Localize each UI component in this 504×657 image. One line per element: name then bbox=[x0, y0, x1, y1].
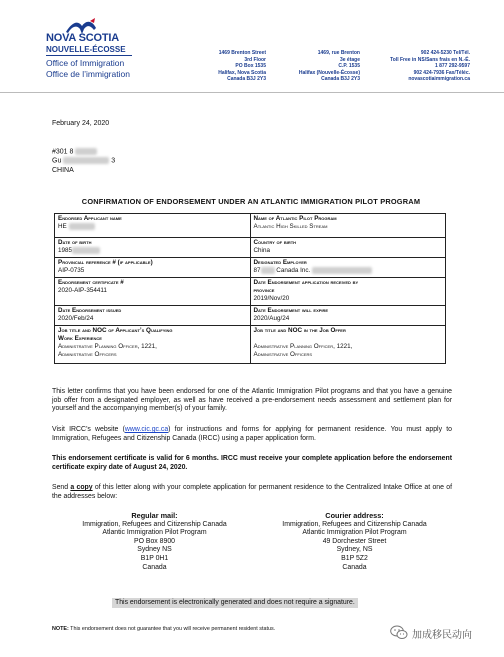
cell-value: Administrative Planning Officer, 1221, bbox=[58, 343, 157, 350]
footnote bbox=[52, 626, 275, 632]
contact-line: 902 424-5230 Tel/Tél. bbox=[420, 50, 470, 56]
cell-value: Atlantic High Skilled Stream bbox=[253, 223, 328, 230]
province-name-fr: NOUVELLE-ÉCOSSE bbox=[46, 45, 126, 54]
addressee-line-1 bbox=[52, 148, 97, 157]
applicant-name: HE bbox=[58, 223, 67, 231]
table-cell bbox=[250, 278, 446, 306]
wechat-icon bbox=[390, 625, 408, 640]
address-fr bbox=[285, 50, 360, 83]
table-cell bbox=[55, 258, 251, 278]
address-en bbox=[196, 50, 266, 83]
addressee-country: CHINA bbox=[52, 167, 74, 174]
contact-line: 902 424-7936 Fax/Téléc. bbox=[413, 69, 470, 76]
table-cell bbox=[55, 326, 251, 364]
cell-value bbox=[254, 267, 443, 275]
cell-label: Date Endorsement will expire bbox=[253, 307, 329, 314]
cell-value: 2020-AIP-354411 bbox=[58, 287, 107, 294]
address-line: 1469, rue Brenton bbox=[317, 50, 360, 56]
cell-label: Endorsement certificate # bbox=[58, 279, 124, 286]
cell-value: China bbox=[253, 247, 270, 254]
contact-line: Toll Free in NS/Sans frais en N.-É. bbox=[390, 56, 470, 63]
address-line: Immigration, Refugees and Citizenship Canada bbox=[282, 520, 427, 528]
office-name-en: Office of Immigration bbox=[46, 58, 125, 68]
redacted-block bbox=[75, 148, 97, 155]
cell-value: Administrative Planning Officer, 1221, bbox=[253, 343, 353, 350]
logo-divider bbox=[46, 55, 132, 56]
spacer bbox=[254, 335, 443, 343]
table-cell bbox=[55, 238, 251, 258]
electronic-signature-notice: This endorsement is electronically generated and does not require a signature. bbox=[112, 598, 358, 608]
contact-website[interactable]: novascotiaimmigration.ca bbox=[408, 76, 470, 82]
redacted-block bbox=[72, 247, 100, 254]
addressee-text: 3 bbox=[111, 157, 116, 165]
employer-text: 87 bbox=[253, 267, 261, 275]
address-line: Canada bbox=[142, 563, 167, 571]
paragraph-validity: This endorsement certificate is valid for 6 months. IRCC must receive your complete application before the endorsement certificate expiry date of August 24, 2020. bbox=[52, 455, 452, 471]
cell-label: Job title and NOC in the Job Offer bbox=[253, 327, 346, 334]
address-line: B1P 5Z2 bbox=[341, 554, 368, 562]
address-line: PO Box 1535 bbox=[235, 63, 266, 69]
table-cell bbox=[250, 238, 446, 258]
dob-text: 1985 bbox=[58, 247, 73, 255]
table-row bbox=[55, 238, 446, 258]
table-row bbox=[55, 326, 446, 364]
header-divider bbox=[0, 92, 504, 93]
cell-label: Work Experience bbox=[58, 335, 102, 342]
watermark bbox=[390, 624, 502, 642]
address-line: 49 Dorchester Street bbox=[322, 537, 387, 545]
cell-value bbox=[58, 223, 247, 231]
letter-title: CONFIRMATION OF ENDORSEMENT UNDER AN ATLANTIC IMMIGRATION PILOT PROGRAM bbox=[81, 197, 421, 206]
address-line: Canada B3J 2Y3 bbox=[321, 76, 360, 82]
cell-value: Administrative Officers bbox=[58, 351, 117, 358]
cell-value bbox=[58, 247, 247, 255]
paragraph-ircc-instructions bbox=[52, 426, 452, 443]
cell-label: Country of birth bbox=[253, 239, 297, 246]
regular-mail-address bbox=[62, 512, 247, 572]
underlined-text: a copy bbox=[70, 484, 93, 491]
employer-text: Canada Inc. bbox=[276, 267, 311, 275]
contact-line: 1 877 292-9597 bbox=[434, 63, 470, 69]
cell-label: Provincial reference # (if applicable) bbox=[58, 259, 153, 266]
cell-label: Date Endorsement issued bbox=[58, 307, 122, 314]
letter-date: February 24, 2020 bbox=[52, 120, 110, 127]
address-line: Canada B3J 2Y3 bbox=[227, 76, 266, 82]
cell-value: 2020/Aug/24 bbox=[253, 315, 290, 322]
office-name-fr: Office de l’immigration bbox=[46, 69, 130, 79]
redacted-block bbox=[312, 267, 372, 274]
table-row bbox=[55, 306, 446, 326]
cell-label: Endorsed Applicant name bbox=[58, 215, 122, 222]
addressee-line-2 bbox=[52, 157, 115, 166]
address-line: C.P. 1535 bbox=[338, 63, 360, 69]
table-cell bbox=[250, 306, 446, 326]
address-line: B1P 0H1 bbox=[140, 554, 169, 562]
address-line: Halifax, Nova Scotia bbox=[218, 69, 266, 76]
cell-label: Date Endorsement application received by bbox=[253, 279, 359, 286]
paragraph-text: of this letter along with your complete application for permanent residence to the Centralized Intake Office at one of the addresses below: bbox=[52, 484, 452, 500]
table-cell bbox=[250, 326, 446, 364]
addressee-text: Gu bbox=[52, 157, 62, 165]
cell-value: 2019/Nov/20 bbox=[253, 295, 290, 302]
table-cell bbox=[55, 306, 251, 326]
nova-scotia-logo bbox=[46, 18, 136, 82]
contact-info bbox=[378, 50, 470, 83]
province-name: NOVA SCOTIA bbox=[46, 32, 119, 44]
cell-label: Designated Employer bbox=[253, 259, 307, 266]
address-line: 3e étage bbox=[339, 56, 360, 63]
endorsement-details-table bbox=[54, 213, 446, 364]
note-label: NOTE: bbox=[52, 626, 69, 632]
table-cell bbox=[250, 258, 446, 278]
address-line: Halifax (Nouvelle-Écosse) bbox=[298, 69, 360, 76]
letterhead bbox=[0, 0, 504, 92]
courier-heading: Courier address: bbox=[325, 511, 384, 520]
paragraph-text: Visit IRCC’s website ( bbox=[52, 426, 125, 433]
cell-label: Date of birth bbox=[58, 239, 92, 246]
cell-value: 2020/Feb/24 bbox=[58, 315, 94, 322]
table-cell bbox=[55, 278, 251, 306]
address-line: Atlantic Immigration Pilot Program bbox=[302, 529, 407, 537]
regular-mail-heading: Regular mail: bbox=[131, 511, 178, 520]
paragraph-text: Send bbox=[52, 484, 71, 491]
note-text: This endorsement does not guarantee that you will receive permanent resident status. bbox=[68, 626, 276, 632]
redacted-block bbox=[69, 223, 95, 230]
address-line: Canada bbox=[342, 563, 367, 571]
cell-label: province bbox=[253, 287, 275, 294]
cell-label: Name of Atlantic Pilot Program bbox=[253, 215, 337, 222]
table-row bbox=[55, 258, 446, 278]
address-line: Immigration, Refugees and Citizenship Canada bbox=[82, 520, 227, 528]
paragraph-confirmation: This letter confirms that you have been endorsed for one of the Atlantic Immigration Pilot programs and that you have a genuine job offer from a designated employer, as well as have received a pre-endorsement needs assessment and settlement plan for yourself and the accompanying member(s) of your family. bbox=[52, 388, 452, 412]
table-row bbox=[55, 214, 446, 238]
cell-value: AIP-0735 bbox=[58, 267, 85, 274]
address-line: PO Box 8900 bbox=[134, 537, 175, 545]
address-line: Sydney NS bbox=[137, 546, 172, 554]
address-line: Atlantic Immigration Pilot Program bbox=[102, 529, 207, 537]
courier-address bbox=[262, 512, 447, 572]
address-line: Sydney, NS bbox=[336, 546, 373, 554]
table-row bbox=[55, 278, 446, 306]
watermark-text: 加成移民动向 bbox=[412, 630, 472, 641]
address-line: 3rd Floor bbox=[244, 56, 266, 63]
paragraph-text: ) for instructions and forms for applying for permanent residence. You must apply to Immigration, Refugees and Citizenship Canada (IRCC) using a paper application form. bbox=[52, 426, 452, 442]
cell-label: Job title and NOC of Applicant’s Qualifying bbox=[58, 327, 173, 334]
redacted-block bbox=[63, 157, 109, 164]
ircc-website-link[interactable]: www.cic.gc.ca bbox=[124, 426, 169, 433]
addressee-text: #301 8 bbox=[52, 148, 74, 156]
paragraph-send-copy bbox=[52, 484, 452, 501]
table-cell bbox=[55, 214, 251, 238]
table-cell bbox=[250, 214, 446, 238]
address-line: 1469 Brenton Street bbox=[218, 50, 266, 56]
cell-value: Administrative Officers bbox=[253, 351, 313, 358]
redacted-block bbox=[261, 267, 275, 274]
